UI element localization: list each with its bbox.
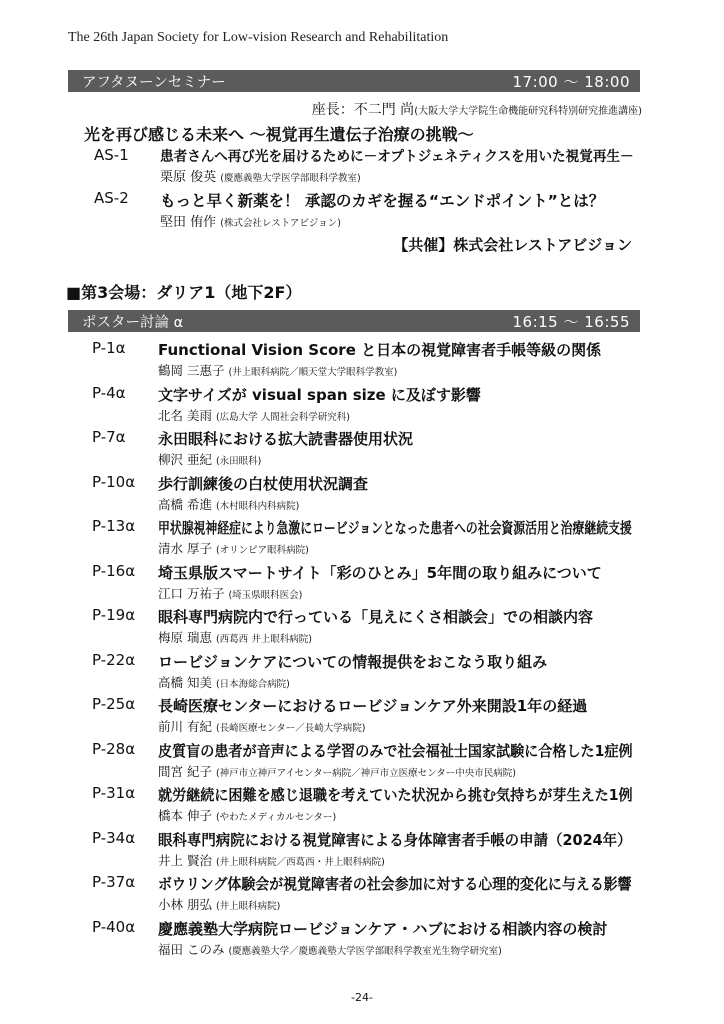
poster-code: P-13α (92, 517, 136, 535)
poster-author (158, 450, 261, 468)
poster-author (158, 895, 280, 913)
author-affiliation: (慶應義塾大学医学部眼科学教室) (220, 173, 361, 184)
poster-code: P-34α (92, 828, 136, 847)
poster-code: P-40α (92, 917, 136, 936)
poster-entry (0, 384, 724, 428)
poster-code: P-4α (92, 383, 126, 402)
author-affiliation: (井上眼科病院／西葛西・井上眼科病院) (215, 856, 385, 868)
author-affiliation: (慶應義塾大学／慶應義塾大学医学部眼科学教室光生物学研究室) (228, 945, 502, 957)
poster-entry (0, 339, 724, 383)
poster-code: P-25α (92, 695, 136, 713)
author-affiliation: (神戸市立神戸アイセンター病院／神戸市立医療センター中央市民病院) (215, 767, 516, 779)
poster-title: 埼玉県版スマートサイト「彩のひとみ」5年間の取り組みについて (158, 563, 602, 582)
poster-author (158, 806, 336, 824)
poster-author (158, 584, 302, 602)
poster-code: P-37α (92, 873, 136, 891)
poster-code: P-1α (92, 339, 126, 357)
poster-author (158, 673, 290, 691)
author-affiliation: (長崎医療センター／長崎大学病院) (215, 723, 366, 734)
poster-title: 就労継続に困難を感じ退職を考えていた状況から挑む気持ちが芽生えた1例 (158, 786, 633, 804)
author-affiliation: (株式会社レストアビジョン) (220, 218, 341, 229)
author-name: 間宮 紀子 (158, 763, 212, 779)
poster-title: 甲状腺視神経症により急激にロービジョンとなった患者への社会資源活用と治療継続支援 (158, 519, 632, 537)
poster-author (158, 717, 366, 735)
talk-author (160, 166, 361, 185)
poster-title: 長崎医療センターにおけるロービジョンケア外来開設1年の経過 (158, 697, 588, 715)
author-name: 梅原 瑞恵 (158, 630, 212, 645)
poster-code: P-31α (92, 784, 136, 802)
poster-author (158, 762, 516, 780)
author-name: 高橋 希進 (158, 496, 212, 512)
poster-entry (0, 651, 724, 695)
seminar-header-bar (68, 70, 640, 92)
poster-session-header-bar (68, 310, 640, 332)
poster-entry (0, 784, 724, 828)
poster-title: Functional Vision Score と日本の視覚障害者手帳等級の関係 (158, 341, 602, 359)
author-name: 柳沢 亜紀 (158, 452, 212, 467)
poster-session-label: ポスター討論 α (82, 314, 184, 331)
poster-entry (0, 695, 724, 739)
poster-entry (0, 918, 724, 962)
poster-title: 皮質盲の患者が音声による学習のみで社会福祉士国家試験に合格した1症例 (158, 741, 633, 760)
author-name: 堅田 侑作 (160, 215, 217, 230)
author-affiliation: (永田眼科) (215, 456, 262, 467)
author-affiliation: (木村眼科内科病院) (215, 500, 300, 512)
author-name: 井上 賢治 (158, 852, 212, 868)
poster-entry (0, 473, 724, 517)
author-name: 福田 このみ (158, 941, 225, 957)
chairperson (312, 99, 642, 119)
talk-title: もっと早く新薬を！ 承認のカギを握る“エンドポイント”とは？ (160, 192, 605, 210)
author-name: 清水 厚子 (158, 541, 212, 556)
running-header: The 26th Japan Society for Low-vision Research and Rehabilitation (68, 30, 449, 45)
talk-title: 患者さんへ再び光を届けるために－オプトジェネティクスを用いた視覚再生－ (160, 149, 634, 165)
author-name: 北名 美雨 (158, 407, 212, 423)
author-affiliation: (オリンピア眼科病院) (215, 545, 309, 556)
author-name: 栗原 俊英 (160, 170, 217, 185)
author-affiliation: (日本海総合病院) (215, 678, 290, 690)
poster-author (158, 628, 312, 646)
chair-affiliation: (大阪大学大学院生命機能研究科特別研究推進講座) (414, 106, 642, 117)
author-name: 江口 万祐子 (158, 585, 225, 601)
poster-entry (0, 740, 724, 784)
talk-author (160, 211, 341, 230)
poster-entry (0, 606, 724, 650)
poster-title: 眼科専門病院内で行っている「見えにくさ相談会」での相談内容 (158, 608, 594, 626)
author-affiliation: (井上眼科病院) (215, 901, 281, 912)
talk-code: AS-2 (94, 189, 129, 207)
poster-code: P-19α (92, 606, 136, 624)
poster-title: ロービジョンケアについての情報提供をおこなう取り組み (158, 652, 548, 671)
poster-code: P-16α (92, 561, 136, 580)
author-affiliation: (西葛西 井上眼科病院) (215, 634, 312, 645)
poster-title: ボウリング体験会が視覚障害者の社会参加に対する心理的変化に与える影響 (158, 875, 632, 893)
author-name: 橋本 伸子 (158, 808, 212, 823)
page-number: -24- (351, 991, 373, 1004)
author-affiliation: (埼玉県眼科医会) (228, 589, 303, 601)
poster-code: P-10α (92, 472, 136, 491)
poster-author (158, 940, 502, 958)
poster-code: P-22α (92, 650, 136, 669)
poster-author (158, 361, 397, 379)
chair-name: 座長：不二門 尚 (311, 102, 415, 118)
author-name: 小林 朋弘 (158, 897, 212, 912)
poster-code: P-28α (92, 739, 136, 758)
poster-title: 歩行訓練後の白杖使用状況調査 (158, 474, 369, 493)
poster-title: 眼科専門病院における視覚障害による身体障害者手帳の申請（2024年） (158, 830, 632, 849)
author-affiliation: (広島大学 人間社会科学研究科) (215, 411, 350, 423)
seminar-label: アフタヌーンセミナー (82, 74, 226, 91)
author-name: 前川 有紀 (158, 719, 212, 734)
poster-entry (0, 829, 724, 873)
sponsor-credit: 【共催】株式会社レストアビジョン (393, 236, 632, 254)
poster-entry (0, 517, 724, 561)
poster-entry (0, 428, 724, 472)
poster-title: 文字サイズが visual span size に及ぼす影響 (158, 385, 481, 404)
author-affiliation: (井上眼科病院／順天堂大学眼科学教室) (228, 367, 398, 378)
poster-title: 慶應義塾大学病院ロービジョンケア・ハブにおける相談内容の検討 (158, 919, 608, 938)
poster-title: 永田眼科における拡大読書器使用状況 (158, 430, 414, 448)
poster-author (158, 851, 385, 869)
poster-author (158, 539, 309, 557)
seminar-title: 光を再び感じる未来へ ～視覚再生遺伝子治療の挑戦～ (84, 125, 474, 144)
poster-entry (0, 873, 724, 917)
author-name: 高橋 知美 (158, 674, 212, 690)
poster-session-time: 16:15 ～ 16:55 (512, 312, 630, 331)
poster-code: P-7α (92, 428, 126, 446)
poster-entry (0, 562, 724, 606)
seminar-time: 17:00 ～ 18:00 (512, 72, 630, 91)
author-affiliation: (やわたメディカルセンター) (215, 812, 337, 823)
poster-author (158, 495, 299, 513)
poster-author (158, 406, 350, 424)
venue-heading: ■第3会場：ダリア1（地下2F） (66, 283, 302, 302)
author-name: 鶴岡 三惠子 (158, 363, 225, 378)
talk-code: AS-1 (94, 146, 129, 164)
